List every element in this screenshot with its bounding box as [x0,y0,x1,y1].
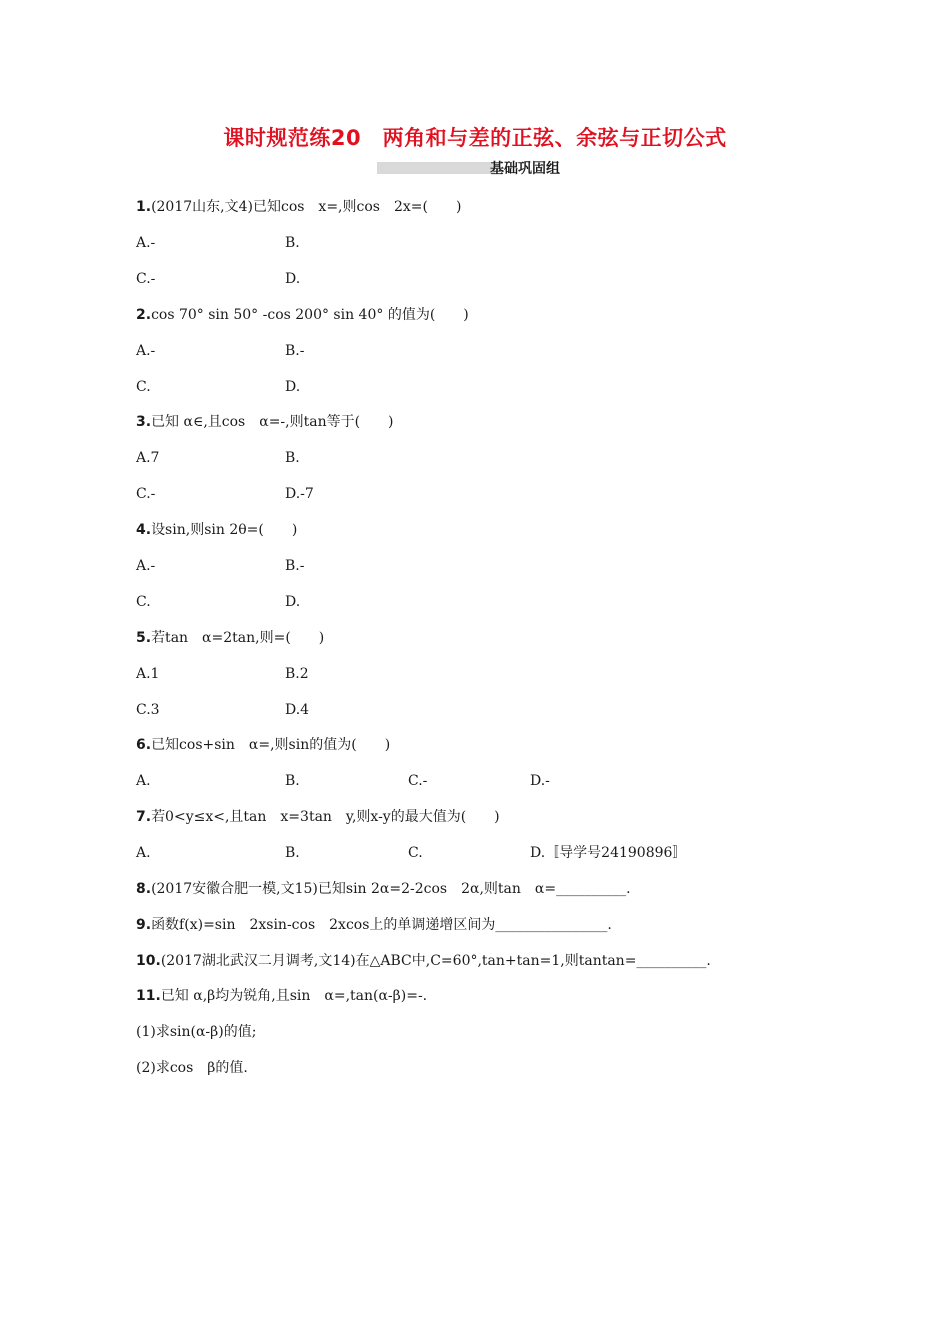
option-d: D. [285,379,301,395]
page-title: 课时规范练20 两角和与差的正弦、余弦与正切公式 [223,126,727,150]
question-11: 11.已知 α,β均为锐角,且sin α=,tan(α-β)=-. [136,988,428,1004]
option-a: A. [136,773,151,789]
option-c: C.- [136,271,156,287]
question-3: 3.已知 α∈,且cos α=-,则tan等于( ) [136,414,394,430]
option-a: A.- [136,343,156,359]
option-d: D. [285,271,301,287]
section-divider [377,162,495,174]
question-4: 4.设sin,则sin 2θ=( ) [136,522,298,538]
option-a: A. [136,845,151,861]
option-c: C.- [136,486,156,502]
question-6: 6.已知cos+sin α=,则sin的值为( ) [136,737,391,753]
option-a: A.1 [136,666,160,682]
question-7: 7.若0<y≤x<,且tan x=3tan y,则x-y的最大值为( ) [136,809,500,825]
option-c: C.- [408,773,428,789]
subpart-1: (1)求sin(α-β)的值; [136,1024,257,1040]
option-b: B.- [285,343,305,359]
option-b: B. [285,845,300,861]
option-c: C.3 [136,702,160,718]
subpart-2: (2)求cos β的值. [136,1060,248,1076]
option-c: C. [136,379,151,395]
question-8: 8.(2017安徽合肥一模,文15)已知sin 2α=2-2cos 2α,则tan α=__________. [136,881,631,897]
option-b: B. [285,235,300,251]
option-b: B. [285,773,300,789]
section-label: 基础巩固组 [490,161,560,177]
option-d: D.〚导学号24190896〛 [530,845,687,861]
option-d: D.- [530,773,550,789]
option-d: D.-7 [285,486,314,502]
option-c: C. [136,594,151,610]
option-a: A.- [136,235,156,251]
question-9: 9.函数f(x)=sin 2xsin-cos 2xcos上的单调递增区间为________________. [136,917,612,933]
option-d: D.4 [285,702,310,718]
option-c: C. [408,845,423,861]
question-5: 5.若tan α=2tan,则=( ) [136,630,325,646]
question-2: 2.cos 70° sin 50° -cos 200° sin 40° 的值为( ) [136,307,469,323]
option-b: B.- [285,558,305,574]
option-d: D. [285,594,301,610]
question-1: 1.(2017山东,文4)已知cos x=,则cos 2x=( ) [136,199,462,215]
option-a: A.7 [136,450,160,466]
question-10: 10.(2017湖北武汉二月调考,文14)在△ABC中,C=60°,tan+tan=1,则tantan=__________. [136,953,711,969]
option-b: B.2 [285,666,309,682]
option-a: A.- [136,558,156,574]
option-b: B. [285,450,300,466]
